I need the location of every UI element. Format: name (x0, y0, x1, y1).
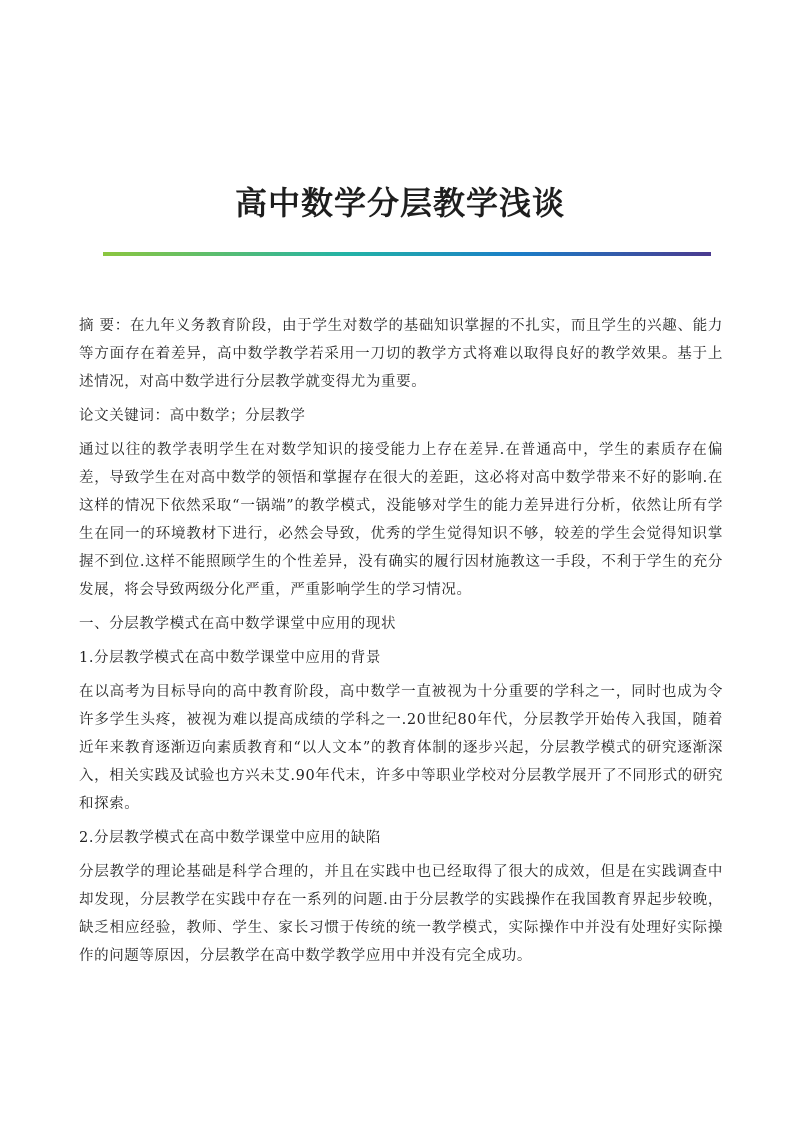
intro-paragraph: 通过以往的教学表明学生在对数学知识的接受能力上存在差异.在普通高中，学生的素质存在偏差，导致学生在对高中数学的领悟和掌握存在很大的差距，这必将对高中数学带来不好的影响.在这样的情况下依然采取“一锅端”的教学模式，没能够对学生的能力差异进行分析，依然让所有学生在同一的环境教材下进行，必然会导致，优秀的学生觉得知识不够，较差的学生会觉得知识掌握不到位.这样不能照顾学生的个性差异，没有确实的履行因材施教这一手段，不利于学生的充分发展，将会导致两级分化严重，严重影响学生的学习情况。 (79, 442, 723, 598)
subsection-body-2: 分层教学的理论基础是科学合理的，并且在实践中也已经取得了很大的成效，但是在实践调查中却发现，分层教学在实践中存在一系列的问题.由于分层教学的实践操作在我国教育界起步较晚，缺乏相应经验，教师、学生、家长习惯于传统的统一教学模式，实际操作中并没有处理好实际操作的问题等原因，分层教学在高中数学教学应用中并没有完全成功。 (79, 864, 723, 964)
subsection-heading-1: 1.分层教学模式在高中数学课堂中应用的背景 (79, 650, 381, 666)
keywords-paragraph: 论文关键词：高中数学；分层教学 (79, 408, 306, 424)
abstract-paragraph: 摘 要：在九年义务教育阶段，由于学生对数学的基础知识掌握的不扎实，而且学生的兴趣、能力等方面存在着差异，高中数学教学若采用一刀切的教学方式将难以取得良好的教学效果。基于上述情况，对高中数学进行分层教学就变得尤为重要。 (79, 318, 723, 390)
section-heading-1: 一、分层教学模式在高中数学课堂中应用的现状 (79, 616, 397, 632)
subsection-heading-2: 2.分层教学模式在高中数学课堂中应用的缺陷 (79, 830, 381, 846)
page-title: 高中数学分层教学浅谈 (234, 184, 565, 223)
subsection-body-1: 在以高考为目标导向的高中教育阶段，高中数学一直被视为十分重要的学科之一，同时也成为令许多学生头疼，被视为难以提高成绩的学科之一.20世纪80年代，分层教学开始传入我国，随着近年来教育逐渐迈向素质教育和“以人文本”的教育体制的逐步兴起，分层教学模式的研究逐渐深入，相关实践及试验也方兴未艾.90年代末，许多中等职业学校对分层教学展开了不同形式的研究和探索。 (79, 684, 723, 812)
title-divider (103, 252, 711, 256)
article-body (79, 312, 723, 976)
